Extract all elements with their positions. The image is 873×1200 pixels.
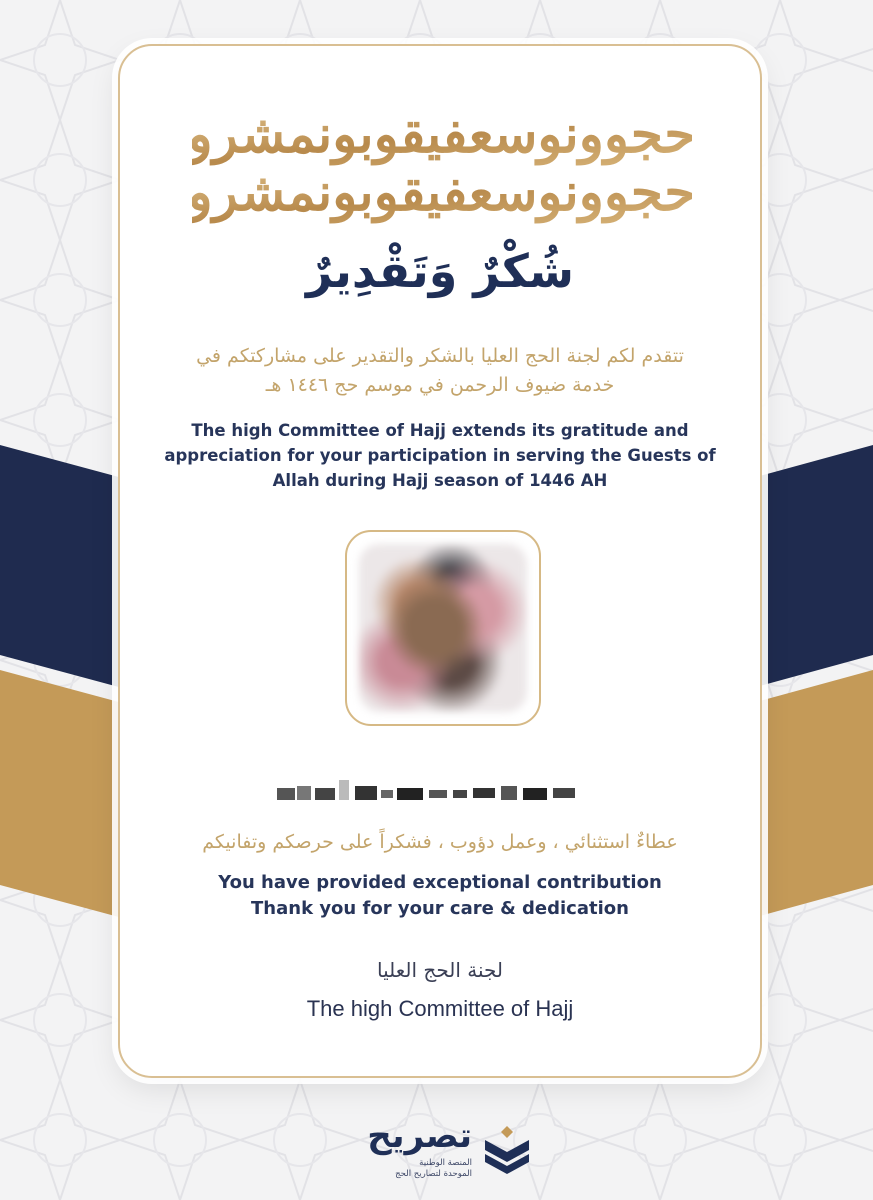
calligraphy-header — [192, 92, 692, 227]
praise-english-line1: You have provided exceptional contribution — [218, 872, 662, 893]
calligraphy-text-row2: حجوونوسعفيقوبونمشرو — [192, 162, 692, 223]
intro-arabic-line1: تتقدم لكم لجنة الحج العليا بالشكر والتقدير على مشاركتكم في — [196, 345, 684, 367]
certificate-card — [118, 44, 762, 1078]
calligraphy-text: حجوونوسعفيقوبونمشرو — [192, 104, 692, 165]
intro-english-line3: Allah during Hajj season of 1446 AH — [272, 471, 608, 490]
intro-english-line1: The high Committee of Hajj extends its gratitude and — [191, 421, 689, 440]
praise-english-line2: Thank you for your care & dedication — [251, 898, 629, 919]
recipient-photo-blurred — [359, 544, 527, 712]
tasreeh-logo — [336, 1118, 536, 1182]
intro-english-line2: appreciation for your participation in serving the Guests of — [164, 446, 716, 465]
tasreeh-kaaba-chevron-icon — [482, 1124, 532, 1176]
signature-arabic: لجنة الحج العليا — [377, 958, 503, 982]
logo-subtitle-line1: المنصة الوطنية — [419, 1158, 472, 1168]
recipient-name-redacted — [275, 776, 585, 808]
recipient-photo-frame — [345, 530, 541, 726]
praise-arabic: عطاءٌ استثنائي ، وعمل دؤوب ، فشكراً على حرصكم وتفانيكم — [202, 831, 678, 853]
logo-name: تصريح — [367, 1116, 472, 1156]
logo-subtitle-line2: الموحدة لتصاريح الحج — [395, 1169, 472, 1179]
intro-arabic-line2: خدمة ضيوف الرحمن في موسم حج ١٤٤٦ هـ — [265, 374, 615, 396]
signature-english: The high Committee of Hajj — [306, 996, 574, 1021]
certificate-title: شُكْرٌ وَتَقْدِيرٌ — [305, 244, 575, 298]
